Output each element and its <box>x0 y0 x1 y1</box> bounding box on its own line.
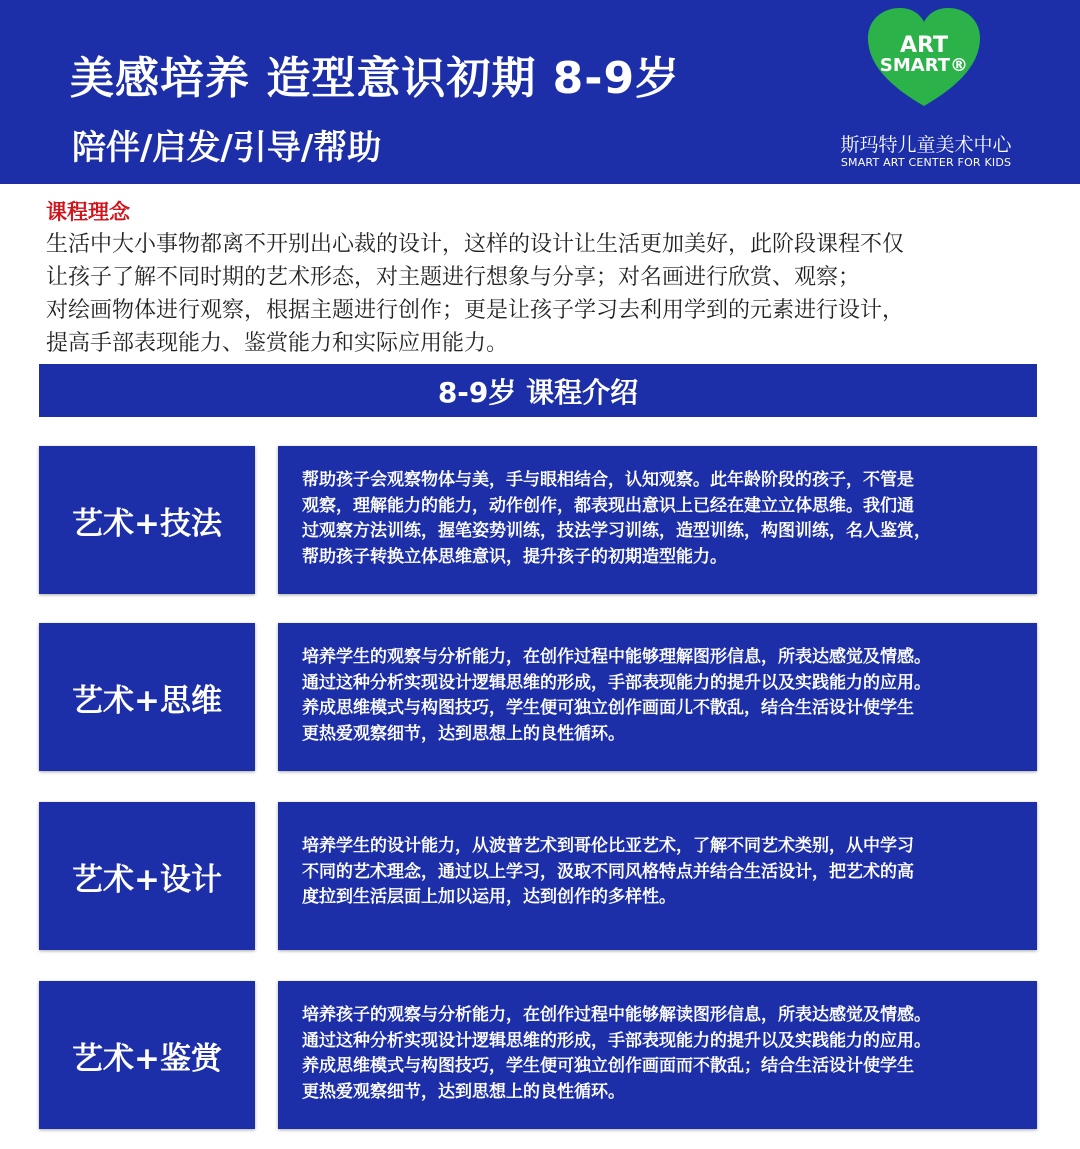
module-desc-thinking <box>278 623 1037 771</box>
brand-name-cn: 斯玛特儿童美术中心 <box>840 134 1012 156</box>
module-label-technique: 艺术+技法 <box>39 446 255 594</box>
page-subtitle: 陪伴/启发/引导/帮助 <box>72 128 382 168</box>
desc-line: 度拉到生活层面上加以运用，达到创作的多样性。 <box>302 887 676 907</box>
page-title: 美感培养 造型意识初期 8-9岁 <box>70 53 681 104</box>
logo-line-art: ART <box>900 33 948 58</box>
desc-line: 帮助孩子会观察物体与美，手与眼相结合，认知观察。此年龄阶段的孩子，不管是 <box>302 470 914 490</box>
header-banner <box>0 0 1080 184</box>
module-desc-technique <box>278 446 1037 594</box>
desc-line: 通过这种分析实现设计逻辑思维的形成，手部表现能力的提升以及实践能力的应用。 <box>302 672 931 693</box>
desc-line: 养成思维模式与构图技巧，学生便可独立创作画面儿不散乱，结合生活设计使学生 <box>302 698 914 718</box>
desc-line: 更热爱观察细节，达到思想上的良性循环。 <box>302 1081 625 1102</box>
concept-line: 提高手部表现能力、鉴赏能力和实际应用能力。 <box>46 331 509 356</box>
concept-body <box>46 228 1041 360</box>
module-label-appreciation: 艺术+鉴赏 <box>39 981 255 1129</box>
desc-line: 培养学生的观察与分析能力，在创作过程中能够理解图形信息，所表达感觉及情感。 <box>302 647 931 667</box>
course-intro-title: 8-9岁 课程介绍 <box>39 364 1037 417</box>
desc-line: 培养孩子的观察与分析能力，在创作过程中能够解读图形信息，所表达感觉及情感。 <box>302 1005 931 1025</box>
art-smart-logo <box>866 6 982 110</box>
logo-line-smart: SMART® <box>879 55 969 76</box>
desc-line: 不同的艺术理念，通过以上学习，汲取不同风格特点并结合生活设计，把艺术的高 <box>302 861 914 882</box>
desc-line: 更热爱观察细节，达到思想上的良性循环。 <box>302 723 625 744</box>
concept-line: 对绘画物体进行观察，根据主题进行创作；更是让孩子学习去利用学到的元素进行设计， <box>46 298 905 323</box>
brand-name-en: SMART ART CENTER FOR KIDS <box>840 156 1012 169</box>
concept-line: 生活中大小事物都离不开别出心裁的设计，这样的设计让生活更加美好，此阶段课程不仅 <box>46 232 905 257</box>
desc-line: 过观察方法训练，握笔姿势训练，技法学习训练，造型训练，构图训练，名人鉴赏， <box>302 521 931 541</box>
concept-heading: 课程理念 <box>46 200 130 224</box>
concept-line: 让孩子了解不同时期的艺术形态，对主题进行想象与分享；对名画进行欣赏、观察； <box>46 265 861 290</box>
desc-line: 养成思维模式与构图技巧，学生便可独立创作画面而不散乱；结合生活设计使学生 <box>302 1056 914 1076</box>
module-label-design: 艺术+设计 <box>39 802 255 950</box>
desc-line: 通过这种分析实现设计逻辑思维的形成，手部表现能力的提升以及实践能力的应用。 <box>302 1030 931 1051</box>
desc-line: 帮助孩子转换立体思维意识，提升孩子的初期造型能力。 <box>302 546 727 567</box>
desc-line: 培养学生的设计能力，从波普艺术到哥伦比亚艺术，了解不同艺术类别，从中学习 <box>302 836 914 856</box>
module-label-thinking: 艺术+思维 <box>39 623 255 771</box>
module-desc-appreciation <box>278 981 1037 1129</box>
desc-line: 观察，理解能力的能力，动作创作，都表现出意识上已经在建立立体思维。我们通 <box>302 495 914 516</box>
module-desc-design <box>278 802 1037 950</box>
